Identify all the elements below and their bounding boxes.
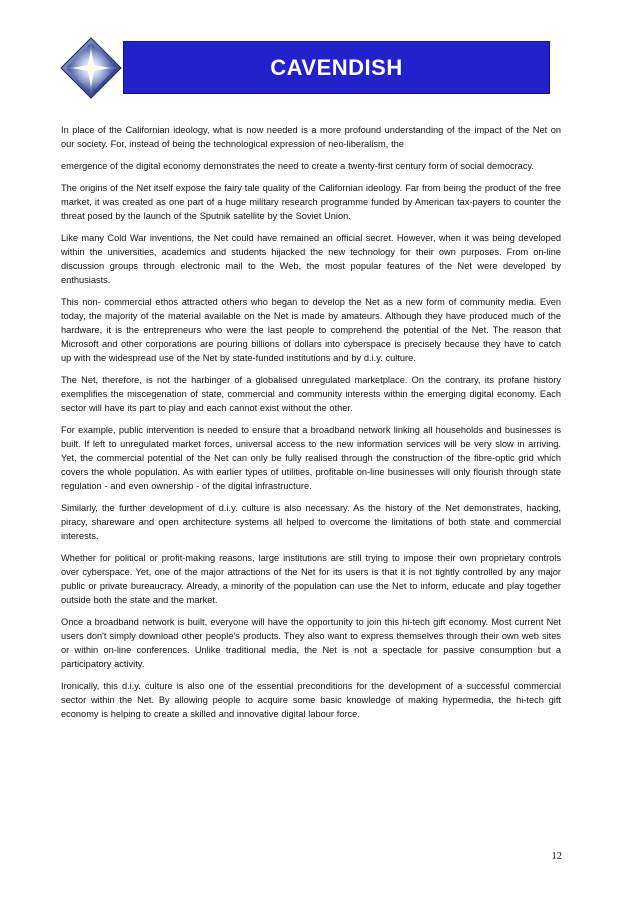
paragraph: The Net, therefore, is not the harbinger of a globalised unregulated marketplace. On the contrary, its profane history exemplifies the miscegenation of state, commercial and community interests within the emerging digital economy. Each sector will have its part to play and each cannot exist without the other. [61, 375, 561, 413]
paragraph: For example, public intervention is needed to ensure that a broadband network linking all households and businesses is built. If left to unregulated market forces, universal access to the new information services will be very slow in arriving. Yet, the commercial potential of the Net can only be fully realised through the construction of the fibre-optic grid which covers the whole population. As with earlier types of utilities, profitable on-line businesses will only flourish through state regulation - and even ownership - of the digital infrastructure. [61, 425, 561, 491]
document-body [61, 124, 561, 730]
paragraph: The origins of the Net itself expose the fairy tale quality of the Californian ideology. Far from being the product of the free market, it was created as one part of a huge military research programme funded by American tax-payers to counter the threat posed by the launch of the Sputnik satellite by the Soviet Union. [61, 183, 561, 222]
paragraph: Ironically, this d.i.y. culture is also one of the essential preconditions for the development of a successful commercial sector within the Net. By allowing people to acquire some basic knowledge of making hypermedia, the hi-tech gift economy is helping to create a skilled and innovative digital labour force. [61, 680, 561, 719]
paragraph: This non- commercial ethos attracted others who began to develop the Net as a new form of community media. Even today, the majority of the material available on the Net is made by amateurs. Although they have produced much of the hardware, it is the entrepreneurs who were the last people to comprehend the potential of the Net. The reason that Microsoft and other corporations are pouring billions of dollars into cyberspace is precisely because they have to catch up with the widespread use of the Net by state-funded institutions and by d.i.y. culture. [61, 297, 561, 363]
paragraph: emergence of the digital economy demonstrates the need to create a twenty-first century form of social democracy. [61, 161, 534, 172]
paragraph: Similarly, the further development of d.i.y. culture is also necessary. As the history of the Net demonstrates, hacking, piracy, shareware and open architecture systems all helped to overcome the limitations of both state and commercial interests. [61, 502, 561, 541]
header-banner [123, 41, 550, 94]
cavendish-logo-icon [60, 37, 122, 99]
paragraph: Once a broadband network is built, everyone will have the opportunity to join this hi-tech gift economy. Most current Net users don't simply download other people's products. They also want to express themselves through their own web sites or within on-line conferences. Unlike traditional media, the Net is not a spectacle for passive consumption but a participatory activity. [61, 616, 561, 669]
paragraph: Like many Cold War inventions, the Net could have remained an official secret. However, when it was being developed within the universities, academics and students hijacked the new technology for their own purposes. From on-line discussion groups through electronic mail to the Web, the most popular features of the Net were developed by enthusiasts. [61, 233, 561, 286]
page-number: 12 [551, 851, 562, 862]
page-title: CAVENDISH [270, 55, 403, 80]
paragraph: Whether for political or profit-making reasons, large institutions are still trying to impose their own proprietary controls over cyberspace. Yet, one of the major attractions of the Net for its users is that it is not tightly controlled by any major public or private bureaucracy. Already, a minority of the population can use the Net to inform, educate and play together outside both the state and the market. [61, 552, 561, 605]
paragraph: In place of the Californian ideology, what is now needed is a more profound understanding of the impact of the Net on our society. For, instead of being the technological expression of neo-liberalism, the [61, 125, 561, 149]
